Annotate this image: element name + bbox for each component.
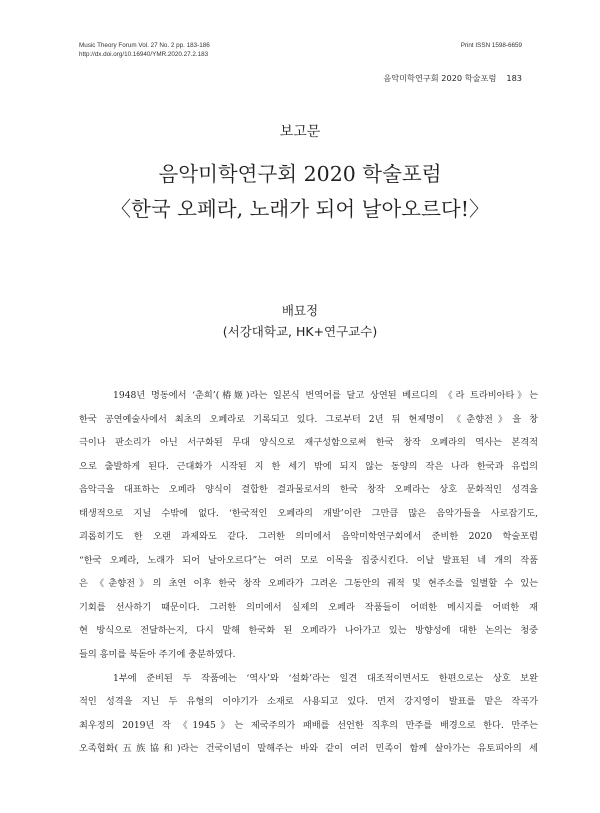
running-title: 음악미학연구회 2020 학술포럼 [383,73,497,83]
body-line: 극이나 판소리가 아닌 서구화된 무대 양식으로 재구성함으로써 한국 창작 오페라의 역사는 본격적 [79,437,538,449]
body-line: 한국 공연예술사에서 최초의 오페라로 기록되고 있다. 그로부터 2년 뒤 현제명이 《춘향전》을 창 [79,413,538,425]
author-name: 배묘정 [281,303,319,318]
page-number: 183 [506,73,522,83]
body-line: 적인 성격을 지닌 두 유형의 이야기가 소재로 사용되고 있다. 먼저 강지영이 발표를 맡은 작곡가 [79,696,538,708]
article-title-line-2: 〈한국 오페라, 노래가 되어 날아오르다!〉 [110,197,490,221]
body-line: 은 《춘향전》의 초연 이후 한국 창작 오페라가 그려온 그동안의 궤적 및 현주소를 일별할 수 있는 [79,578,538,590]
body-line: 기회를 선사하기 때문이다. 그러한 의미에서 실제의 오페라 작품들이 어떠한 메시지를 어떠한 재 [79,601,538,613]
body-line: “한국 오페라, 노래가 되어 날아오르다”는 여러 모로 이목을 집중시킨다. 이날 발표된 네 개의 작품 [79,554,538,566]
body-line: 들의 흥미를 북돋아 주기에 충분하였다. [79,649,236,661]
body-line: 현 방식으로 전달하는지, 다시 말해 한국화 된 오페라가 나아가고 있는 방향성에 대한 논의는 청중 [79,625,538,637]
journal-line: Music Theory Forum Vol. 27 No. 2 pp. 183-186 [79,42,210,49]
body-line: 괴롭히기도 한 오랜 과제와도 같다. 그러한 의미에서 음악미학연구회에서 준비한 2020 학술포럼 [79,531,538,543]
author-affiliation: (서강대학교, HK+연구교수) [222,324,378,339]
body-line: 1948년 명동에서 ‘춘희’(椿姬)라는 일본식 번역어를 달고 상연된 베르디의 《라 트라비아타》는 [113,390,538,401]
journal-citation [79,41,210,59]
body-line: 최우정의 2019년 작 《1945》는 제국주의가 패배를 선언한 직후의 만주를 배경으로 한다. 만주는 [79,719,538,731]
issn-label: Print ISSN 1598-6659 [460,42,522,49]
body-line: 음악극을 대표하는 오페라 양식이 결합한 결과물로서의 한국 창작 오페라는 상호 문화적인 성격을 [79,484,538,496]
running-head [383,73,522,84]
body-line: 1부에 준비된 두 작품에는 ‘역사’와 ‘설화’라는 일견 대조적이면서도 한편으로는 상호 보완 [113,672,538,684]
body-line: 으로 출발하게 된다. 근대화가 시작된 지 한 세기 밖에 되지 않는 동양의 작은 나라 한국과 유럽의 [79,460,538,472]
article-type-label: 보고문 [279,124,321,140]
body-line: 오족협화(五族協和)라는 건국이념이 말해주는 바와 같이 여러 민족이 함께 살아가는 유토피아의 세 [79,743,538,755]
body-text [79,384,538,761]
doi-link[interactable]: http://dx.doi.org/10.16940/YMR.2020.27.2.183 [79,51,209,58]
body-line: 태생적으로 지닐 수밖에 없다. ‘한국적인 오페라의 개발’이란 그만큼 많은 음악가들을 사로잡기도, [79,507,538,519]
article-title-line-1: 음악미학연구회 2020 학술포럼 [158,162,442,186]
